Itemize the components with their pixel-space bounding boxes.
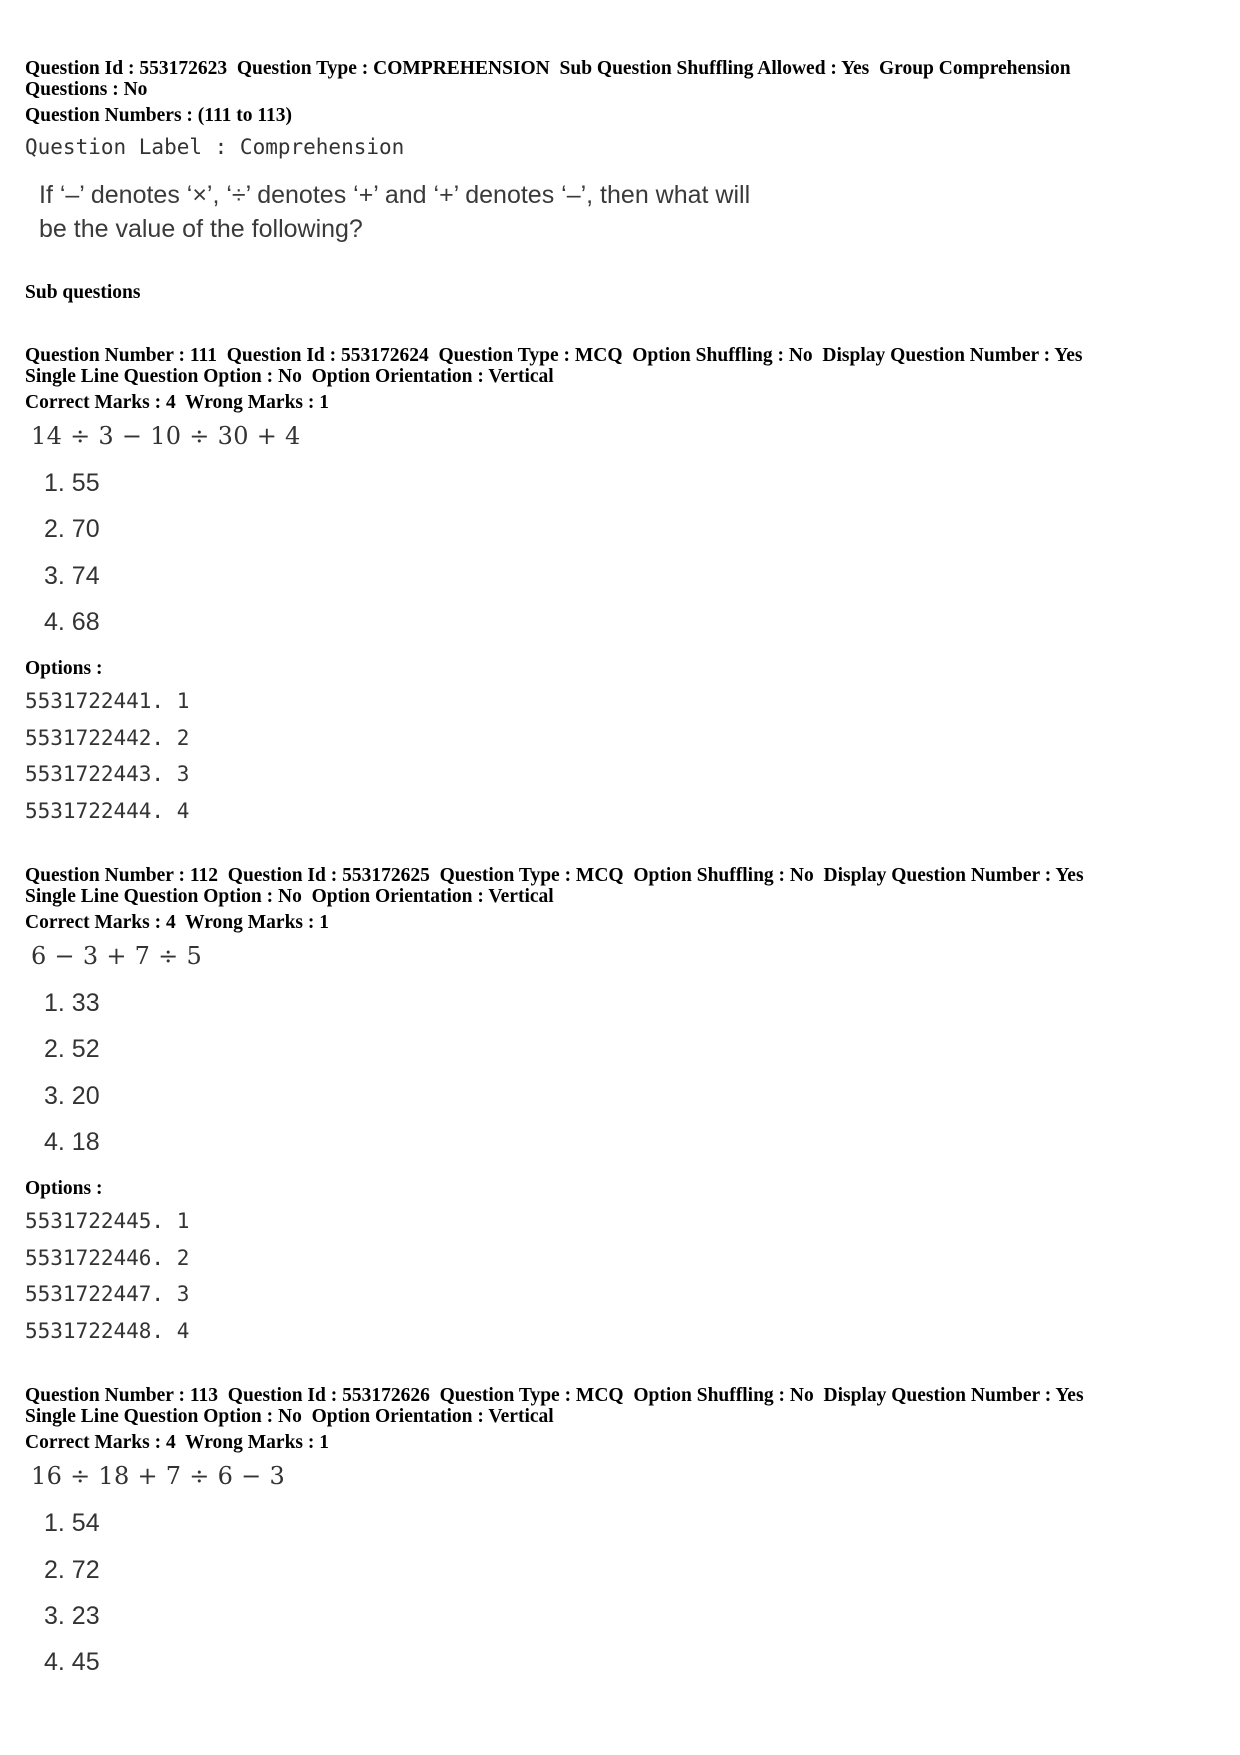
question-expression: 14 ÷ 3 − 10 ÷ 30 + 4	[31, 422, 301, 450]
answer-choices	[44, 463, 1215, 648]
question-meta-line-2: Single Line Question Option : No Option Orientation : Vertical	[25, 886, 554, 908]
comprehension-passage	[39, 178, 799, 246]
question-meta-line-2: Single Line Question Option : No Option Orientation : Vertical	[25, 1406, 554, 1428]
question-numbers: Question Numbers : (111 to 113)	[25, 105, 293, 126]
options-title: Options :	[25, 1178, 103, 1200]
option-id: 5531722448. 4	[25, 1318, 190, 1343]
answer-choice: 3. 74	[44, 561, 100, 590]
answer-choice: 2. 70	[44, 515, 100, 544]
option-id-list	[25, 683, 1215, 829]
question-112	[25, 865, 1215, 1349]
answer-choice: 1. 54	[44, 1509, 100, 1538]
option-id: 5531722446. 2	[25, 1245, 190, 1270]
question-113	[25, 1385, 1215, 1688]
question-meta-line-1: Question Number : 112 Question Id : 553172625 Question Type : MCQ Option Shuffling : No Display Question Number : Yes	[25, 865, 1084, 887]
comprehension-header	[25, 58, 1215, 162]
answer-choice: 2. 52	[44, 1035, 100, 1064]
question-meta-line-2: Single Line Question Option : No Option Orientation : Vertical	[25, 366, 554, 387]
option-id: 5531722444. 4	[25, 798, 190, 823]
option-id: 5531722442. 2	[25, 725, 190, 750]
option-id: 5531722443. 3	[25, 762, 190, 787]
question-marks: Correct Marks : 4 Wrong Marks : 1	[25, 392, 330, 413]
question-expression: 16 ÷ 18 + 7 ÷ 6 − 3	[31, 1462, 286, 1491]
answer-choices	[44, 1503, 1215, 1688]
comprehension-line-1: If ‘–’ denotes ‘×’, ‘÷’ denotes ‘+’ and ‘+’ denotes ‘–’, then what will	[39, 181, 751, 209]
answer-choice: 1. 33	[44, 989, 100, 1018]
answer-choice: 3. 20	[44, 1081, 100, 1110]
answer-choices	[44, 983, 1215, 1168]
option-id: 5531722447. 3	[25, 1282, 190, 1307]
question-paper-page	[25, 58, 1215, 1689]
options-title: Options :	[25, 658, 103, 680]
question-meta-line-1: Question Number : 111 Question Id : 553172624 Question Type : MCQ Option Shuffling : No Display Question Number : Yes	[25, 345, 1083, 366]
answer-choice: 4. 45	[44, 1648, 100, 1677]
answer-choice: 2. 72	[44, 1555, 100, 1584]
question-111	[25, 345, 1215, 829]
answer-choice: 3. 23	[44, 1601, 100, 1630]
answer-choice: 4. 68	[44, 607, 100, 636]
option-id: 5531722445. 1	[25, 1209, 190, 1234]
option-id-list	[25, 1203, 1215, 1349]
question-label: Question Label : Comprehension	[25, 135, 405, 159]
sub-questions-heading: Sub questions	[25, 282, 141, 303]
answer-choice: 4. 18	[44, 1128, 100, 1157]
question-marks: Correct Marks : 4 Wrong Marks : 1	[25, 912, 330, 934]
option-id: 5531722441. 1	[25, 689, 190, 714]
question-meta-line-1: Question Number : 113 Question Id : 553172626 Question Type : MCQ Option Shuffling : No Display Question Number : Yes	[25, 1385, 1084, 1407]
answer-choice: 1. 55	[44, 469, 100, 497]
header-meta-line-1: Question Id : 553172623 Question Type : COMPREHENSION Sub Question Shuffling Allowed : Yes Group Comprehension	[25, 58, 1071, 79]
header-meta-line-2: Questions : No	[25, 79, 148, 100]
comprehension-line-2: be the value of the following?	[39, 215, 363, 243]
question-expression: 6 − 3 + 7 ÷ 5	[31, 942, 203, 971]
question-marks: Correct Marks : 4 Wrong Marks : 1	[25, 1432, 330, 1454]
